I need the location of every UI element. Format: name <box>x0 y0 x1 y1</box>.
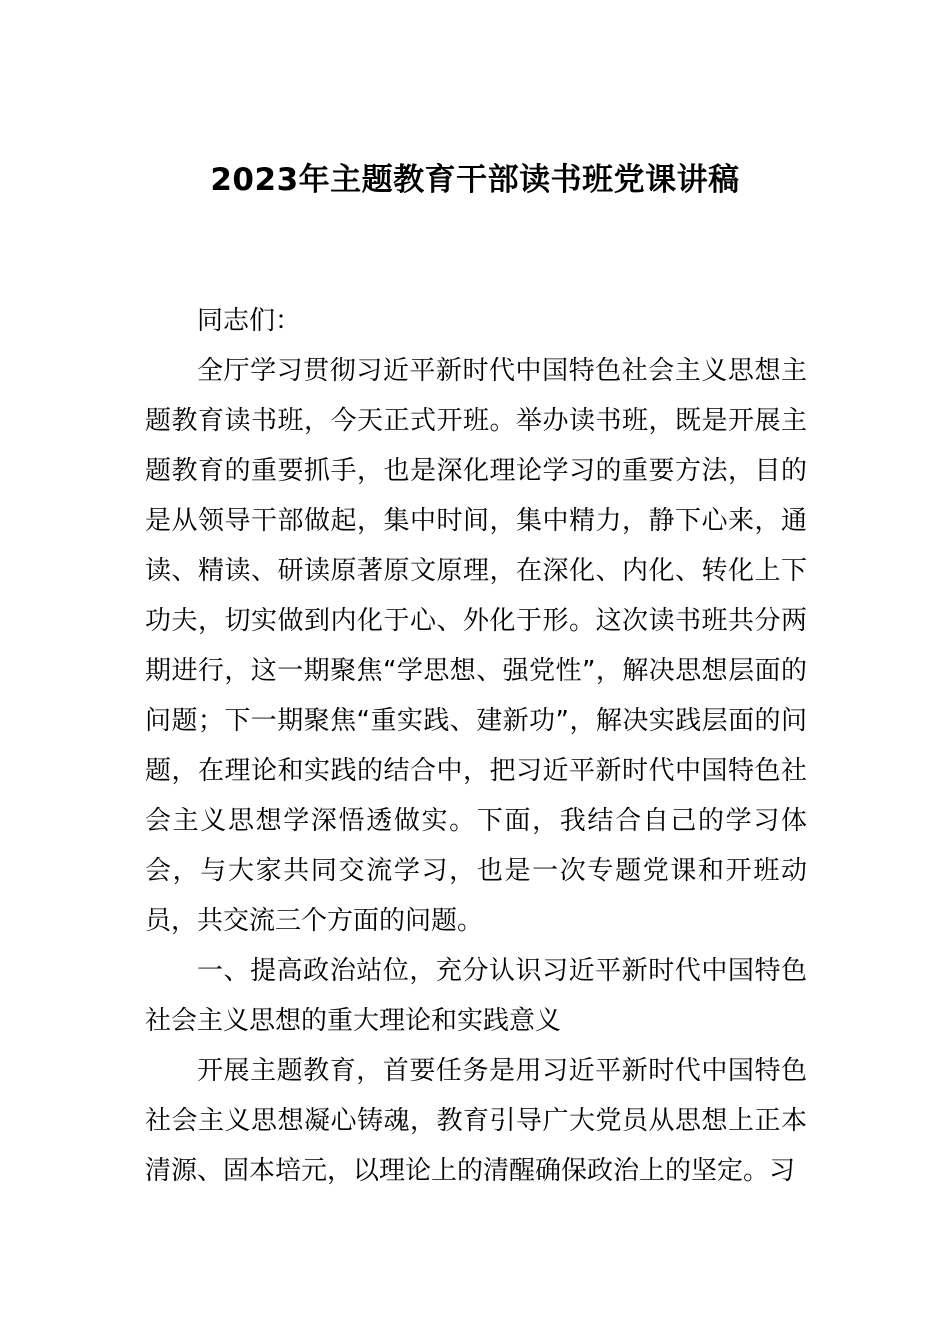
paragraph-section-1: 开展主题教育，首要任务是用习近平新时代中国特色社会主义思想凝心铸魂，教育引导广大党员从思想上正本清源、固本培元，以理论上的清醒确保政治上的坚定。习 <box>145 1056 807 1186</box>
section-heading-1: 一、提高政治站位，充分认识习近平新时代中国特色社会主义思想的重大理论和实践意义 <box>145 956 807 1036</box>
salutation: 同志们： <box>197 306 302 336</box>
paragraph-intro: 全厅学习贯彻习近平新时代中国特色社会主义思想主题教育读书班，今天正式开班。举办读书班，既是开展主题教育的重要抓手，也是深化理论学习的重要方法，目的是从领导干部做起，集中时间，集中精力，静下心来，通读、精读、研读原著原文原理，在深化、内化、转化上下功夫，切实做到内化于心、外化于形。这次读书班共分两期进行，这一期聚焦“学思想、强党性”，解决思想层面的问题；下一期聚焦“重实践、建新功”，解决实践层面的问题，在理论和实践的结合中，把习近平新时代中国特色社会主义思想学深悟透做实。下面，我结合自己的学习体会，与大家共同交流学习，也是一次专题党课和开班动员，共交流三个方面的问题。 <box>145 356 807 936</box>
document-body <box>145 296 807 1196</box>
document-title: 2023年主题教育干部读书班党课讲稿 <box>210 162 740 198</box>
